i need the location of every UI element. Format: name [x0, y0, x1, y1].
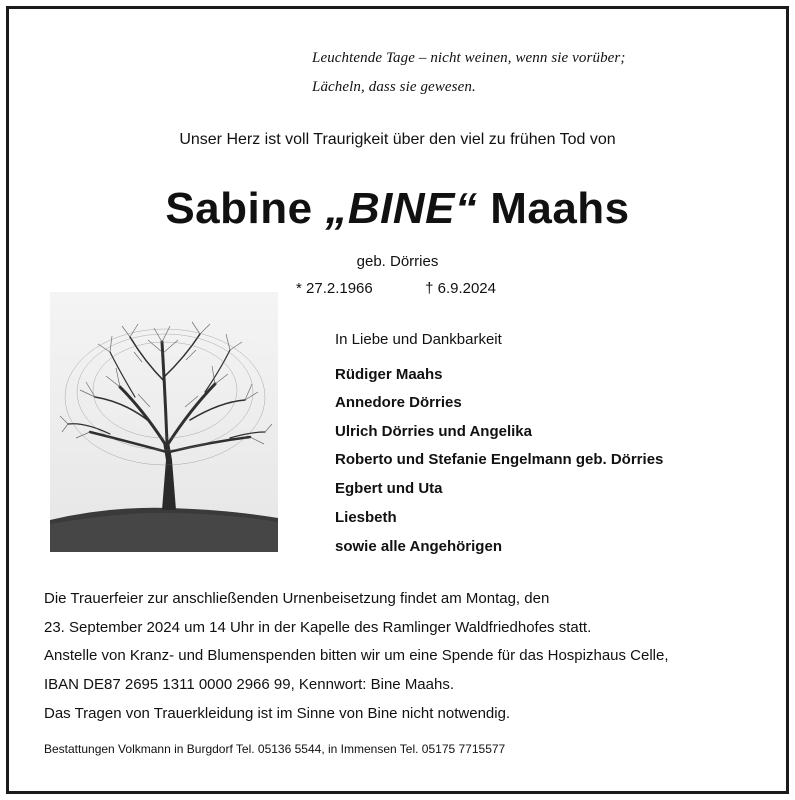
intro-text: Unser Herz ist voll Traurigkeit über den viel zu frühen Tod von — [179, 131, 616, 148]
mourner-name: Rüdiger Maahs — [335, 366, 443, 383]
donation-info-line: Anstelle von Kranz- und Blumenspenden bitten wir um eine Spende für das Hospizhaus Celle, — [44, 647, 669, 664]
last-name: Maahs — [490, 184, 630, 233]
mourner-name: Roberto und Stefanie Engelmann geb. Dörries — [335, 451, 664, 468]
iban-line: IBAN DE87 2695 1311 0000 2966 99, Kennwort: Bine Maahs. — [44, 676, 455, 693]
mourners-intro: In Liebe und Dankbarkeit — [335, 331, 502, 348]
birth-date: * 27.2.1966 — [296, 280, 373, 297]
life-dates — [296, 280, 496, 297]
first-name: Sabine — [165, 184, 313, 233]
death-date: † 6.9.2024 — [425, 280, 496, 297]
funeral-home-contact: Bestattungen Volkmann in Burgdorf Tel. 05136 5544, in Immensen Tel. 05175 7715577 — [44, 742, 506, 756]
deceased-name — [0, 184, 795, 234]
dress-code-line: Das Tragen von Trauerkleidung ist im Sinne von Bine nicht notwendig. — [44, 705, 511, 722]
mourner-name: Egbert und Uta — [335, 480, 443, 497]
service-info-line: Die Trauerfeier zur anschließenden Urnenbeisetzung findet am Montag, den — [44, 590, 550, 607]
motto-line-2: Lächeln, dass sie gewesen. — [312, 79, 476, 95]
mourner-name: Ulrich Dörries und Angelika — [335, 423, 532, 440]
mourner-name: Annedore Dörries — [335, 394, 462, 411]
tree-photo — [50, 292, 278, 552]
service-info-line: 23. September 2024 um 14 Uhr in der Kapelle des Ramlinger Waldfriedhofes statt. — [44, 619, 592, 636]
mourner-name: sowie alle Angehörigen — [335, 538, 502, 555]
maiden-name: geb. Dörries — [356, 253, 439, 270]
tree-icon — [50, 292, 278, 552]
nickname: „BINE“ — [325, 184, 478, 233]
motto-line-1: Leuchtende Tage – nicht weinen, wenn sie vorüber; — [312, 50, 626, 66]
mourner-name: Liesbeth — [335, 509, 397, 526]
